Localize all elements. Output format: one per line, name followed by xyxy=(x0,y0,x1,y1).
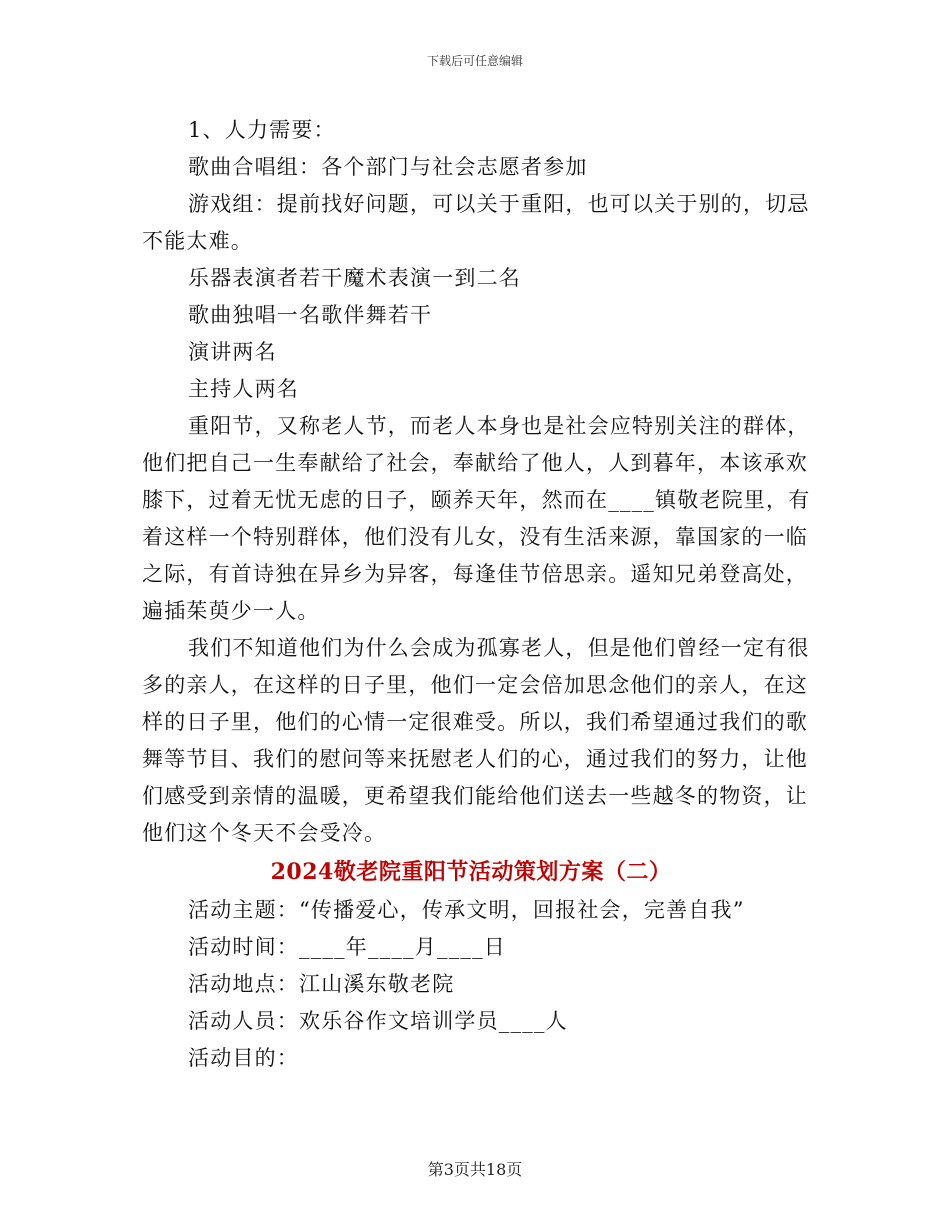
page-header: 下载后可任意编辑 xyxy=(426,54,523,68)
paragraph-line: 们感受到亲情的温暖，更希望我们能给他们送去一些越冬的物资，让 xyxy=(142,784,808,808)
paragraph-line: 活动时间：____年____月____日 xyxy=(188,935,506,959)
paragraph-line: 重阳节，又称老人节，而老人本身也是社会应特别关注的群体， xyxy=(188,414,810,438)
paragraph-line: 游戏组：提前找好问题，可以关于重阳，也可以关于别的，切忌 xyxy=(188,192,810,216)
paragraph-line: 歌曲独唱一名歌伴舞若干 xyxy=(188,303,433,327)
paragraph-line: 1、人力需要： xyxy=(188,118,336,142)
paragraph-line: 之际，有首诗独在异乡为异客，每逢佳节倍思亲。遥知兄弟登高处， xyxy=(142,562,808,586)
paragraph-line: 他们这个冬天不会受冷。 xyxy=(142,821,387,845)
paragraph-line: 遍插茱萸少一人。 xyxy=(142,599,320,623)
paragraph-line: 样的日子里，他们的心情一定很难受。所以，我们希望通过我们的歌 xyxy=(142,710,808,734)
paragraph-line: 活动目的： xyxy=(188,1046,299,1070)
paragraph-line: 他们把自己一生奉献给了社会，奉献给了他人，人到暮年，本该承欢 xyxy=(142,451,808,475)
paragraph-line: 不能太难。 xyxy=(142,229,253,253)
paragraph-line: 活动人员：欢乐谷作文培训学员____人 xyxy=(188,1009,568,1033)
paragraph-line: 主持人两名 xyxy=(188,377,299,401)
page-footer: 第3页共18页 xyxy=(427,1160,523,1179)
paragraph-line: 歌曲合唱组：各个部门与社会志愿者参加 xyxy=(188,155,588,179)
paragraph-line: 我们不知道他们为什么会成为孤寡老人，但是他们曾经一定有很 xyxy=(188,636,810,660)
paragraph-line: 多的亲人，在这样的日子里，他们一定会倍加思念他们的亲人，在这 xyxy=(142,673,808,697)
document-body xyxy=(142,112,811,1077)
paragraph-line: 着这样一个特别群体，他们没有儿女，没有生活来源，靠国家的一临 xyxy=(142,525,808,549)
paragraph-line: 舞等节目、我们的慰问等来抚慰老人们的心，通过我们的努力，让他 xyxy=(142,747,808,771)
paragraph-line: 膝下，过着无忧无虑的日子，颐养天年，然而在____镇敬老院里，有 xyxy=(142,488,811,512)
section-title: 2024敬老院重阳节活动策划方案（二） xyxy=(270,859,672,885)
paragraph-line: 乐器表演者若干魔术表演一到二名 xyxy=(188,266,521,290)
paragraph-line: 演讲两名 xyxy=(188,340,277,364)
paragraph-line: 活动地点：江山溪东敬老院 xyxy=(188,972,455,996)
paragraph-line: 活动主题：“传播爱心，传承文明，回报社会，完善自我” xyxy=(188,898,745,922)
